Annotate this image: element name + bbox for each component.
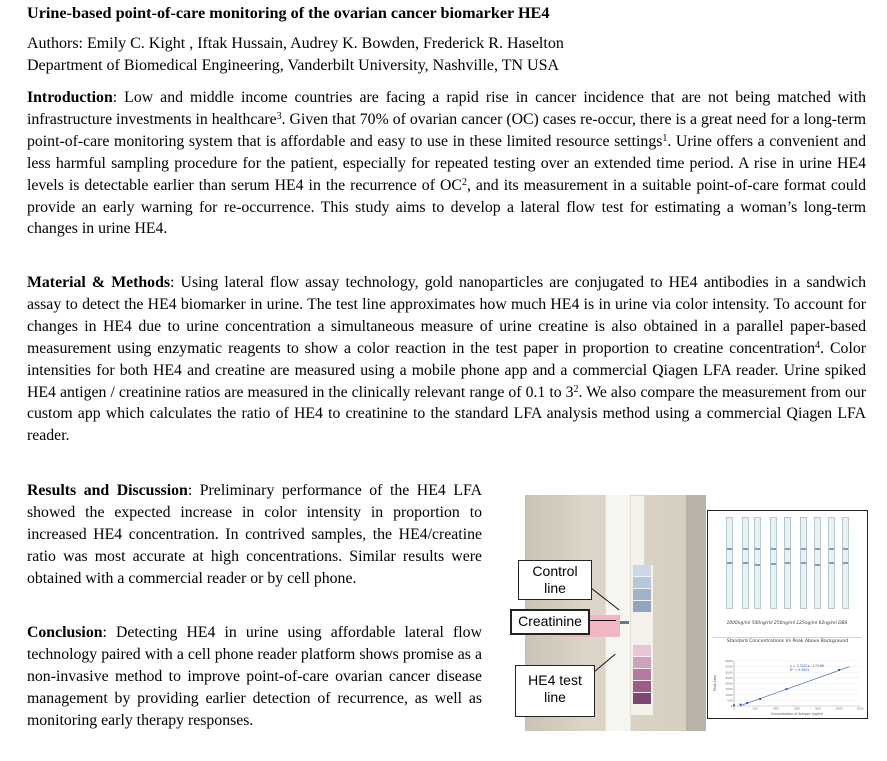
- x-tick-label: 1000: [835, 706, 843, 711]
- x-axis-label: Concentration of Antigen (ng/ml): [770, 712, 824, 716]
- data-point: [786, 688, 788, 690]
- conclusion-paragraph: [27, 622, 482, 732]
- methods-text: . Color intensities for both HE4 and creatine are measured using a mobile phone app and a commercial Qiagen LFA reader. Urine spiked HE4 antigen / creatinine ratios are measured in the clinically relevant range of 0.1 to 3: [27, 339, 866, 401]
- calibration-chart: [710, 653, 865, 717]
- x-tick-label: 800: [815, 706, 821, 711]
- color-swatch: [633, 589, 651, 600]
- methods-text: . We also compare the measurement from our custom app which calculates the ratio of HE4 to creatinine to the standard LFA analysis method using a commercial Qiagen LFA reader.: [27, 383, 867, 445]
- y-tick-label: 0: [730, 704, 733, 708]
- conclusion-text: : Detecting HE4 in urine using affordable lateral flow technology paired with a cell phone reader platform shows promise as a non-invasive method to improve point-of-care ovarian cancer disease management by providing earlier detection of recurrence, as well as monitoring early therapy responses.: [27, 624, 482, 729]
- test-strip: [814, 517, 821, 609]
- reference-mark: 4: [815, 339, 821, 351]
- introduction-text: : Low and middle income countries are facing a rapid rise in cancer incidence that are not being matched with infrastructure investments in healthcare: [27, 89, 866, 128]
- r-squared-label: R² = 0.9902: [790, 668, 810, 672]
- data-point: [838, 669, 840, 671]
- color-swatch: [633, 681, 651, 692]
- equation-label: y = 3.3321x - 170.66: [790, 664, 824, 668]
- poster-title: Urine-based point-of-care monitoring of the ovarian cancer biomarker HE4: [27, 4, 550, 22]
- color-swatch: [633, 601, 651, 612]
- methods-heading: Material & Methods: [27, 274, 171, 291]
- data-point: [730, 704, 735, 708]
- y-tick-label: 3500: [725, 664, 733, 669]
- y-tick-label: 3000: [725, 670, 733, 675]
- reference-mark: 3: [276, 110, 282, 122]
- introduction-text: . Given that 70% of ovarian cancer (OC) cases re-occur, there is a great need for a long-term point-of-care monitoring system that is affordable and easy to use in these limited resource settings: [27, 110, 866, 150]
- introduction-heading: Introduction: [27, 89, 113, 106]
- conclusion-heading: Conclusion: [27, 624, 103, 641]
- y-tick-label: 2000: [725, 681, 733, 686]
- results-text: : Preliminary performance of the HE4 LFA showed the expected increase in color intensity in proportion to increased HE4 concentration. In contrived samples, the HE4/creatine ratio was most accurate at high concentrations. Similar results were obtained with a commercial reader or by cell phone.: [27, 482, 482, 587]
- y-tick-label: 1000: [725, 692, 733, 697]
- test-strip: [784, 517, 791, 609]
- introduction-paragraph: [27, 87, 866, 240]
- results-inset: [707, 510, 868, 719]
- test-strip: [770, 517, 777, 609]
- data-point: [759, 698, 761, 700]
- results-heading: Results and Discussion: [27, 482, 188, 499]
- color-swatch: [633, 565, 651, 576]
- test-strip: [800, 517, 807, 609]
- assay-figure: [508, 493, 868, 733]
- test-strip: [754, 517, 761, 609]
- lateral-flow-strip: [605, 495, 631, 731]
- control-line-label: Control line: [518, 560, 592, 600]
- introduction-text: . Urine offers a convenient and less harmful sampling procedure for the patient, especially for repeated testing over an extended time period. A rise in urine HE4 levels is detectable earlier than serum HE4 in the recurrence of OC: [27, 132, 867, 194]
- methods-text: : Using lateral flow assay technology, gold nanoparticles are conjugated to HE4 antibodies in a sandwich assay to detect the HE4 biomarker in urine. The test line approximates how much HE4 is in urine via color intensity. To account for changes in HE4 due to urine concentration a simultaneous measure of urine creatine is also obtained in a parallel paper-based measurement using enzymatic reagents to show a color reaction in the test paper in proportion to creatine concentration: [27, 274, 867, 357]
- authors-line: Authors: Emily C. Kight , Iftak Hussain, Audrey K. Bowden, Frederick R. Haselton: [27, 35, 564, 52]
- test-strip: [742, 517, 749, 609]
- test-strip: [726, 517, 733, 609]
- x-tick-label: 1200: [856, 706, 864, 711]
- chart-title: Standard Concentrations Vs Peak Above Background: [726, 639, 849, 644]
- y-axis-label: Peak Area: [713, 675, 717, 691]
- color-swatch: [633, 669, 651, 680]
- y-tick-label: 2500: [725, 675, 733, 680]
- y-tick-label: 500: [727, 698, 733, 703]
- photo-shadow: [686, 495, 706, 731]
- color-swatch: [633, 577, 651, 588]
- x-tick-label: 0: [733, 706, 735, 711]
- data-point: [746, 702, 748, 704]
- creatinine-label: Creatinine: [510, 609, 590, 635]
- color-swatch: [633, 645, 651, 656]
- x-tick-label: 200: [752, 706, 758, 711]
- y-tick-label: 1500: [725, 687, 733, 692]
- x-tick-label: 600: [794, 706, 800, 711]
- data-point: [740, 704, 742, 706]
- connector-line: [586, 620, 616, 621]
- inset-divider: [712, 637, 862, 638]
- strip-caption: 1000ng/ml 500ng/ml 250ng/ml 125ng/ml 62ng/ml DBS: [726, 621, 848, 626]
- color-swatch: [633, 657, 651, 668]
- affiliation-line: Department of Biomedical Engineering, Vanderbilt University, Nashville, TN USA: [27, 57, 560, 74]
- color-swatch: [633, 693, 651, 704]
- x-tick-label: 400: [773, 706, 779, 711]
- reference-mark: 2: [573, 383, 579, 395]
- y-tick-label: 4000: [725, 659, 733, 663]
- results-paragraph: [27, 480, 482, 590]
- test-strip: [828, 517, 835, 609]
- strip-photo: [718, 517, 858, 613]
- reference-mark: 1: [662, 132, 668, 144]
- test-strip: [842, 517, 849, 609]
- introduction-text: , and its measurement in a suitable point-of-care format could provide an early warning for re-occurrence. This study aims to develop a lateral flow test for estimating a woman’s long-term changes in urine HE4.: [27, 176, 867, 238]
- he4-test-line-label: HE4 test line: [515, 665, 595, 717]
- reference-mark: 2: [461, 176, 467, 188]
- trendline: [740, 667, 849, 706]
- methods-paragraph: [27, 272, 866, 447]
